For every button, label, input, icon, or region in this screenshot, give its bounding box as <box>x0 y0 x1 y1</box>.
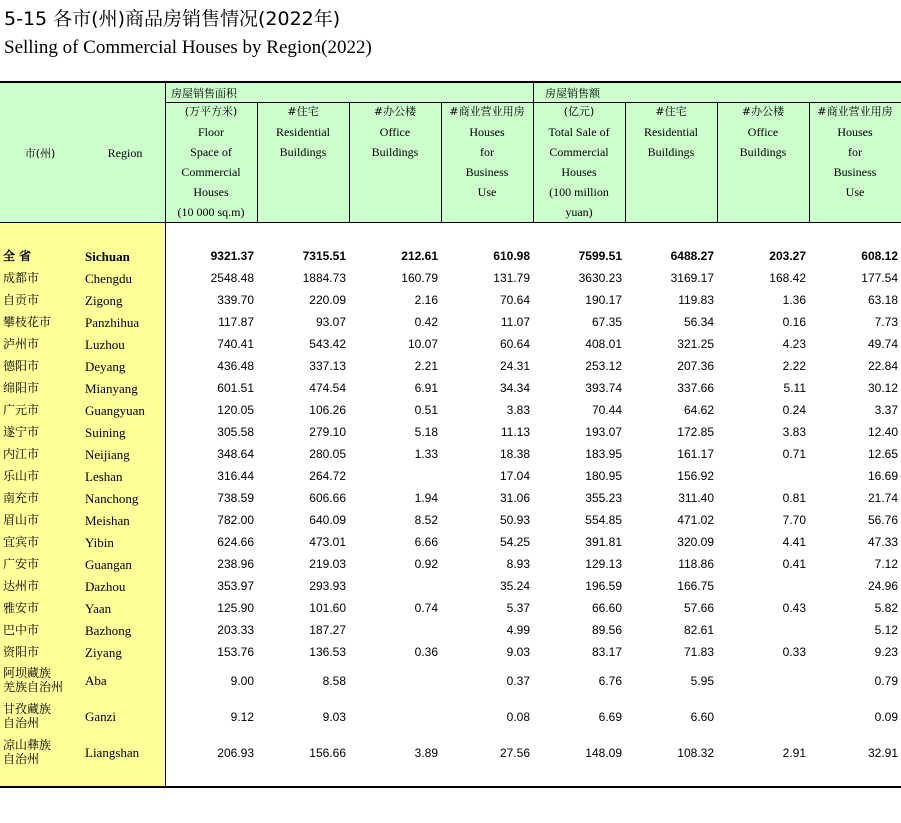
value-cell: 156.66 <box>309 746 346 760</box>
value-cell: 339.70 <box>217 293 254 307</box>
value-cell: 9.03 <box>322 710 346 724</box>
value-cell: 0.36 <box>414 645 438 659</box>
table-row <box>0 620 901 642</box>
value-cell: 196.59 <box>585 579 622 593</box>
header-line: #办公楼 <box>373 105 417 118</box>
region-name-en: Neijiang <box>85 447 130 462</box>
value-cell: 9.23 <box>874 645 898 659</box>
value-cell: 353.97 <box>217 579 254 593</box>
header-line: Houses <box>561 165 597 179</box>
value-cell: 5.37 <box>506 601 530 615</box>
table-row <box>0 444 901 466</box>
value-cell: 0.37 <box>506 674 530 688</box>
region-name-en: Nanchong <box>85 491 139 506</box>
region-name-en: Sichuan <box>85 249 130 264</box>
value-cell: 6.91 <box>414 381 438 395</box>
region-name-cn: 绵阳市 <box>3 381 40 395</box>
value-cell: 0.08 <box>506 710 530 724</box>
value-cell: 82.61 <box>683 623 714 637</box>
value-cell: 305.58 <box>217 425 254 439</box>
header-line: Commercial <box>181 165 241 179</box>
value-cell: 17.04 <box>499 469 530 483</box>
value-cell: 12.40 <box>867 425 898 439</box>
value-cell: 118.86 <box>678 557 714 571</box>
value-cell: 543.42 <box>309 337 346 351</box>
value-cell: 117.87 <box>218 315 254 329</box>
header-line: #住宅 <box>655 105 687 118</box>
region-name-cn: 雅安市 <box>3 601 40 615</box>
header-line: Space of <box>190 145 232 159</box>
header-line: Floor <box>197 125 224 139</box>
value-cell: 7599.51 <box>578 249 622 263</box>
value-cell: 3.83 <box>506 403 530 417</box>
value-cell: 0.79 <box>874 674 898 688</box>
table-row-total <box>0 246 901 268</box>
table-row <box>0 554 901 576</box>
value-cell: 131.79 <box>493 271 530 285</box>
value-cell: 106.26 <box>309 403 346 417</box>
region-name-en: Suining <box>85 425 126 440</box>
region-name-cn: 全 省 <box>3 249 32 263</box>
value-cell: 63.18 <box>867 293 898 307</box>
value-cell: 0.74 <box>414 601 438 615</box>
header-line: Business <box>833 165 877 179</box>
header-sale-office <box>717 102 809 162</box>
region-name-cn: 眉山市 <box>3 513 40 527</box>
region-name-en: Liangshan <box>85 745 140 760</box>
region-name-en: Bazhong <box>85 623 132 638</box>
table-title-cn: 5-15 各市(州)商品房销售情况(2022年) <box>4 8 341 30</box>
table-row <box>0 334 901 356</box>
value-cell: 203.27 <box>769 249 806 263</box>
region-name-cn: 遂宁市 <box>3 425 40 439</box>
value-cell: 3.83 <box>782 425 806 439</box>
value-cell: 71.83 <box>683 645 714 659</box>
region-name-cn: 攀枝花市 <box>3 315 52 329</box>
value-cell: 2.21 <box>414 359 438 373</box>
value-cell: 640.09 <box>309 513 346 527</box>
value-cell: 67.35 <box>591 315 622 329</box>
value-cell: 393.74 <box>585 381 622 395</box>
value-cell: 22.84 <box>867 359 898 373</box>
value-cell: 187.27 <box>309 623 346 637</box>
value-cell: 66.60 <box>591 601 622 615</box>
header-line: #商业营业用房 <box>817 105 893 118</box>
region-name-en: Chengdu <box>85 271 132 286</box>
value-cell: 4.99 <box>506 623 530 637</box>
value-cell: 206.93 <box>217 746 254 760</box>
value-cell: 474.54 <box>309 381 346 395</box>
header-line: (10 000 sq.m) <box>177 205 245 219</box>
value-cell: 166.75 <box>677 579 714 593</box>
region-name-cn: 凉山彝族 自治州 <box>3 738 52 766</box>
header-area-residential <box>257 102 349 162</box>
table-row <box>0 736 901 772</box>
value-cell: 601.51 <box>217 381 254 395</box>
header-line: Buildings <box>371 145 419 159</box>
value-cell: 5.11 <box>783 381 806 395</box>
header-sale-residential <box>625 102 717 162</box>
value-cell: 50.93 <box>499 513 530 527</box>
value-cell: 320.09 <box>677 535 714 549</box>
value-cell: 0.92 <box>414 557 438 571</box>
value-cell: 1.33 <box>414 447 438 461</box>
value-cell: 740.41 <box>217 337 254 351</box>
value-cell: 316.44 <box>217 469 254 483</box>
header-line: Business <box>465 165 509 179</box>
value-cell: 238.96 <box>217 557 254 571</box>
header-line: Residential <box>276 125 330 139</box>
header-line: Houses <box>837 125 873 139</box>
region-name-en: Guangyuan <box>85 403 145 418</box>
value-cell: 280.05 <box>309 447 346 461</box>
value-cell: 3630.23 <box>578 271 622 285</box>
value-cell: 172.85 <box>677 425 714 439</box>
value-cell: 101.60 <box>309 601 346 615</box>
value-cell: 18.38 <box>499 447 530 461</box>
value-cell: 153.76 <box>217 645 254 659</box>
value-cell: 473.01 <box>309 535 346 549</box>
value-cell: 119.83 <box>678 293 714 307</box>
header-line: #办公楼 <box>741 105 785 118</box>
value-cell: 6.69 <box>598 710 622 724</box>
value-cell: 7315.51 <box>302 249 346 263</box>
value-cell: 24.96 <box>867 579 898 593</box>
table-row <box>0 268 901 290</box>
value-cell: 180.95 <box>585 469 622 483</box>
value-cell: 16.69 <box>867 469 898 483</box>
region-name-en: Deyang <box>85 359 126 374</box>
value-cell: 0.41 <box>782 557 806 571</box>
value-cell: 8.52 <box>414 513 438 527</box>
value-cell: 83.17 <box>591 645 622 659</box>
region-name-cn: 成都市 <box>3 271 40 285</box>
value-cell: 219.03 <box>309 557 346 571</box>
value-cell: 738.59 <box>217 491 254 505</box>
value-cell: 9.03 <box>506 645 530 659</box>
value-cell: 11.13 <box>500 425 530 439</box>
value-cell: 9.12 <box>230 710 254 724</box>
region-name-cn: 广元市 <box>3 403 40 417</box>
region-name-cn: 甘孜藏族 自治州 <box>3 702 52 730</box>
value-cell: 220.09 <box>309 293 346 307</box>
table-row <box>0 466 901 488</box>
header-line: Commercial <box>549 145 609 159</box>
region-name-cn: 泸州市 <box>3 337 40 351</box>
value-cell: 70.64 <box>499 293 530 307</box>
value-cell: 391.81 <box>585 535 622 549</box>
table-row <box>0 664 901 700</box>
value-cell: 6.76 <box>598 674 622 688</box>
value-cell: 125.90 <box>217 601 254 615</box>
value-cell: 148.09 <box>585 746 622 760</box>
value-cell: 177.54 <box>861 271 898 285</box>
header-area-total <box>165 102 257 222</box>
value-cell: 436.48 <box>217 359 254 373</box>
value-cell: 1.36 <box>782 293 806 307</box>
value-cell: 0.24 <box>782 403 806 417</box>
value-cell: 136.53 <box>309 645 346 659</box>
table-row <box>0 290 901 312</box>
region-name-en: Leshan <box>85 469 123 484</box>
value-cell: 21.74 <box>867 491 898 505</box>
value-cell: 161.17 <box>677 447 714 461</box>
value-cell: 1884.73 <box>302 271 346 285</box>
value-cell: 0.71 <box>782 447 806 461</box>
value-cell: 203.33 <box>217 623 254 637</box>
table-row <box>0 488 901 510</box>
value-cell: 35.24 <box>499 579 530 593</box>
value-cell: 27.56 <box>499 746 530 760</box>
header-line: #住宅 <box>287 105 319 118</box>
value-cell: 408.01 <box>585 337 622 351</box>
header-line: Houses <box>469 125 505 139</box>
value-cell: 34.34 <box>499 381 530 395</box>
value-cell: 0.51 <box>414 403 438 417</box>
header-area-business <box>441 102 533 202</box>
header-line: Office <box>379 125 411 139</box>
value-cell: 4.41 <box>782 535 806 549</box>
value-cell: 108.32 <box>677 746 714 760</box>
header-line: Houses <box>193 185 229 199</box>
value-cell: 0.09 <box>874 710 898 724</box>
value-cell: 264.72 <box>309 469 346 483</box>
region-name-cn: 资阳市 <box>3 645 40 659</box>
value-cell: 32.91 <box>867 746 898 760</box>
header-city-cn: 市(州) <box>24 147 56 160</box>
value-cell: 156.92 <box>677 469 714 483</box>
value-cell: 2.22 <box>782 359 806 373</box>
value-cell: 183.95 <box>585 447 622 461</box>
header-line: #商业营业用房 <box>449 105 525 118</box>
value-cell: 471.02 <box>677 513 714 527</box>
value-cell: 7.73 <box>874 315 898 329</box>
value-cell: 5.82 <box>874 601 898 615</box>
value-cell: 193.07 <box>585 425 622 439</box>
value-cell: 207.36 <box>677 359 714 373</box>
header-line: yuan) <box>565 205 593 219</box>
value-cell: 337.66 <box>677 381 714 395</box>
table-row <box>0 598 901 620</box>
value-cell: 9.00 <box>230 674 254 688</box>
value-cell: 11.07 <box>500 315 530 329</box>
table-title-en: Selling of Commercial Houses by Region(2022) <box>4 37 372 58</box>
region-name-en: Panzhihua <box>85 315 140 330</box>
header-line: for <box>480 145 494 159</box>
header-bottom-rule <box>0 222 901 223</box>
header-line: Buildings <box>279 145 327 159</box>
value-cell: 56.34 <box>683 315 714 329</box>
header-line: Buildings <box>647 145 695 159</box>
table-row <box>0 576 901 598</box>
value-cell: 0.33 <box>782 645 806 659</box>
header-line: (亿元) <box>563 105 595 118</box>
header-sale-total <box>533 102 625 222</box>
value-cell: 0.16 <box>782 315 806 329</box>
value-cell: 4.23 <box>782 337 806 351</box>
value-cell: 624.66 <box>217 535 254 549</box>
table-row <box>0 378 901 400</box>
header-area-group: 房屋销售面积 <box>171 87 237 100</box>
header-line: Office <box>747 125 779 139</box>
region-name-en: Aba <box>85 673 107 688</box>
region-name-cn: 乐山市 <box>3 469 40 483</box>
value-cell: 6.60 <box>690 710 714 724</box>
header-line: Buildings <box>739 145 787 159</box>
region-name-en: Meishan <box>85 513 130 528</box>
region-name-cn: 内江市 <box>3 447 40 461</box>
table-row <box>0 642 901 664</box>
value-cell: 30.12 <box>867 381 898 395</box>
value-cell: 2548.48 <box>210 271 254 285</box>
value-cell: 3.89 <box>414 746 438 760</box>
region-name-cn: 广安市 <box>3 557 40 571</box>
header-line: Use <box>477 185 497 199</box>
value-cell: 355.23 <box>585 491 622 505</box>
value-cell: 6.66 <box>414 535 438 549</box>
value-cell: 606.66 <box>309 491 346 505</box>
value-cell: 279.10 <box>309 425 346 439</box>
value-cell: 554.85 <box>585 513 622 527</box>
header-line: (万平方米) <box>184 105 238 118</box>
value-cell: 24.31 <box>499 359 530 373</box>
value-cell: 2.91 <box>782 746 806 760</box>
value-cell: 610.98 <box>493 249 530 263</box>
value-cell: 56.76 <box>867 513 898 527</box>
region-name-cn: 德阳市 <box>3 359 40 373</box>
value-cell: 3169.17 <box>670 271 714 285</box>
value-cell: 60.64 <box>499 337 530 351</box>
region-name-en: Yaan <box>85 601 112 616</box>
header-line: Total Sale of <box>548 125 610 139</box>
value-cell: 2.16 <box>414 293 438 307</box>
bottom-rule <box>0 786 901 788</box>
region-name-cn: 巴中市 <box>3 623 40 637</box>
value-cell: 5.18 <box>414 425 438 439</box>
value-cell: 129.13 <box>585 557 622 571</box>
region-name-en: Luzhou <box>85 337 125 352</box>
value-cell: 70.44 <box>591 403 622 417</box>
region-name-en: Yibin <box>85 535 114 550</box>
value-cell: 89.56 <box>591 623 622 637</box>
table-row <box>0 532 901 554</box>
region-name-en: Ziyang <box>85 645 122 660</box>
value-cell: 31.06 <box>499 491 530 505</box>
value-cell: 608.12 <box>861 249 898 263</box>
table-row <box>0 422 901 444</box>
region-name-cn: 南充市 <box>3 491 40 505</box>
value-cell: 12.65 <box>867 447 898 461</box>
value-cell: 212.61 <box>401 249 438 263</box>
value-cell: 321.25 <box>677 337 714 351</box>
header-line: Use <box>845 185 865 199</box>
region-name-en: Dazhou <box>85 579 126 594</box>
value-cell: 5.95 <box>690 674 714 688</box>
value-cell: 6488.27 <box>670 249 714 263</box>
value-cell: 168.42 <box>769 271 806 285</box>
value-cell: 337.13 <box>309 359 346 373</box>
region-name-cn: 阿坝藏族 羌族自治州 <box>3 666 64 694</box>
value-cell: 190.17 <box>585 293 622 307</box>
header-line: (100 million <box>549 185 609 199</box>
table-row <box>0 312 901 334</box>
value-cell: 8.93 <box>506 557 530 571</box>
header-line: for <box>848 145 862 159</box>
value-cell: 10.07 <box>407 337 438 351</box>
region-name-en: Mianyang <box>85 381 138 396</box>
value-cell: 0.43 <box>782 601 806 615</box>
table-row <box>0 700 901 736</box>
value-cell: 160.79 <box>401 271 438 285</box>
value-cell: 253.12 <box>585 359 622 373</box>
value-cell: 47.33 <box>867 535 898 549</box>
value-cell: 64.62 <box>683 403 714 417</box>
region-name-cn: 达州市 <box>3 579 40 593</box>
value-cell: 93.07 <box>315 315 346 329</box>
region-name-en: Ganzi <box>85 709 117 724</box>
region-name-en: Zigong <box>85 293 123 308</box>
value-cell: 57.66 <box>683 601 714 615</box>
value-cell: 782.00 <box>217 513 254 527</box>
header-area-office <box>349 102 441 162</box>
value-cell: 1.94 <box>414 491 438 505</box>
header-sale-group: 房屋销售额 <box>545 87 600 100</box>
value-cell: 293.93 <box>309 579 346 593</box>
region-name-cn: 自贡市 <box>3 293 40 307</box>
header-sale-business <box>809 102 901 202</box>
table-row <box>0 356 901 378</box>
value-cell: 49.74 <box>867 337 898 351</box>
value-cell: 8.58 <box>322 674 346 688</box>
header-region-en: Region <box>107 146 143 160</box>
value-cell: 7.70 <box>782 513 806 527</box>
region-name-cn: 宜宾市 <box>3 535 40 549</box>
value-cell: 54.25 <box>499 535 530 549</box>
table-row <box>0 510 901 532</box>
header-line: Residential <box>644 125 698 139</box>
value-cell: 3.37 <box>874 403 898 417</box>
value-cell: 9321.37 <box>210 249 254 263</box>
table-row <box>0 400 901 422</box>
value-cell: 0.81 <box>782 491 806 505</box>
region-name-en: Guangan <box>85 557 132 572</box>
value-cell: 311.40 <box>678 491 714 505</box>
value-cell: 7.12 <box>874 557 898 571</box>
value-cell: 120.05 <box>217 403 254 417</box>
value-cell: 348.64 <box>217 447 254 461</box>
value-cell: 0.42 <box>414 315 438 329</box>
value-cell: 5.12 <box>874 623 898 637</box>
